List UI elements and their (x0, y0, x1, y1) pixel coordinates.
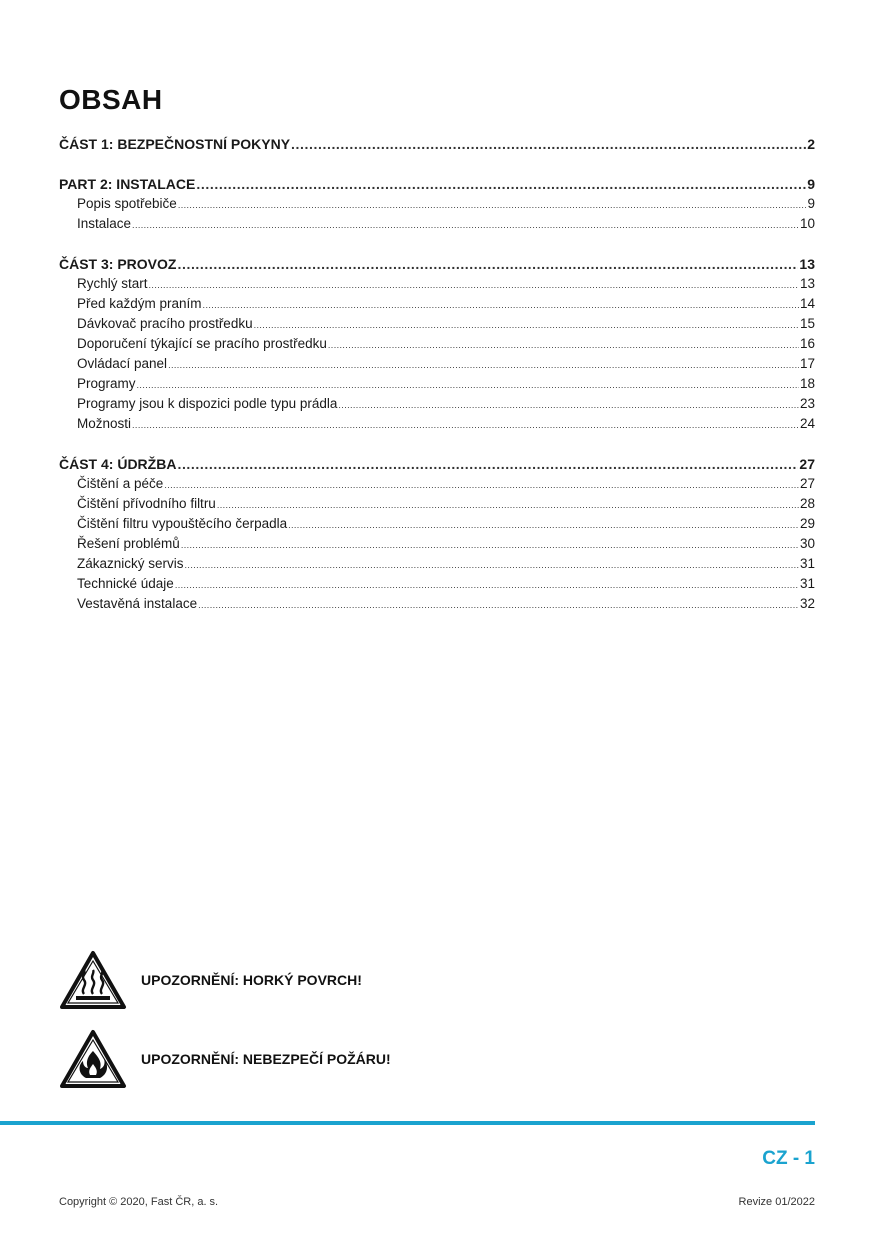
toc-section-heading[interactable] (59, 254, 815, 274)
toc-item[interactable] (59, 194, 815, 214)
toc-section-label: ČÁST 1: BEZPEČNOSTNÍ POKYNY (59, 136, 291, 152)
toc-page-number: 13 (799, 256, 815, 272)
dot-leader (338, 395, 799, 415)
toc-item[interactable] (59, 514, 815, 534)
warning-text: UPOZORNĚNÍ: NEBEZPEČÍ POŽÁRU! (141, 1051, 391, 1067)
toc-item-label: Vestavěná instalace (77, 596, 198, 611)
toc-page-number: 29 (799, 516, 815, 531)
toc-item[interactable] (59, 494, 815, 514)
toc-section-label: ČÁST 3: PROVOZ (59, 256, 177, 272)
toc-item-label: Programy (77, 376, 136, 391)
toc-section-label: PART 2: INSTALACE (59, 176, 196, 192)
toc-item-label: Řešení problémů (77, 536, 180, 551)
toc-page-number: 9 (807, 196, 815, 211)
hot-surface-icon (59, 950, 127, 1010)
toc-section (59, 134, 815, 154)
toc-page-number: 31 (799, 576, 815, 591)
toc-item-label: Instalace (77, 216, 132, 231)
toc-item-label: Programy jsou k dispozici podle typu prádla (77, 396, 338, 411)
toc-item-label: Zákaznický servis (77, 556, 184, 571)
fire-hazard-icon (59, 1029, 127, 1089)
toc-item-label: Doporučení týkající se pracího prostředku (77, 336, 327, 351)
warning-fire-hazard (59, 1029, 391, 1089)
dot-leader (203, 295, 799, 315)
dot-leader (149, 275, 799, 295)
toc-page-number: 14 (799, 296, 815, 311)
toc-section-heading[interactable] (59, 134, 815, 154)
toc-item[interactable] (59, 474, 815, 494)
toc-section-heading[interactable] (59, 454, 815, 474)
toc-item[interactable] (59, 294, 815, 314)
toc-page-number: 28 (799, 496, 815, 511)
dot-leader (291, 134, 806, 154)
dot-leader (181, 535, 799, 555)
toc-item-label: Možnosti (77, 416, 132, 431)
toc-page-number: 13 (799, 276, 815, 291)
toc-page-number: 17 (799, 356, 815, 371)
toc-section-heading[interactable] (59, 174, 815, 194)
toc-item[interactable] (59, 354, 815, 374)
copyright-notice: Copyright © 2020, Fast ČR, a. s. (59, 1196, 219, 1208)
toc-item-label: Ovládací panel (77, 356, 168, 371)
revision-label: Revize 01/2022 (738, 1196, 815, 1208)
warning-hot-surface (59, 950, 362, 1010)
toc-page-number: 32 (799, 596, 815, 611)
dot-leader (132, 415, 799, 435)
dot-leader (288, 515, 799, 535)
toc-item-label: Rychlý start (77, 276, 148, 291)
dot-leader (198, 595, 799, 615)
toc-page-number: 24 (799, 416, 815, 431)
warning-text: UPOZORNĚNÍ: HORKÝ POVRCH! (141, 972, 362, 988)
toc-item[interactable] (59, 414, 815, 434)
toc-item-label: Čištění filtru vypouštěcího čerpadla (77, 516, 288, 531)
toc-page-number: 9 (807, 176, 815, 192)
dot-leader (137, 375, 799, 395)
toc-item[interactable] (59, 594, 815, 614)
dot-leader (217, 495, 799, 515)
toc-section (59, 174, 815, 234)
toc-item-label: Čištění přívodního filtru (77, 496, 216, 511)
toc-item-label: Před každým praním (77, 296, 202, 311)
dot-leader (177, 254, 798, 274)
toc-section (59, 454, 815, 614)
toc-page-number: 31 (799, 556, 815, 571)
dot-leader (328, 335, 799, 355)
toc-item-label: Čištění a péče (77, 476, 164, 491)
toc-section-label: ČÁST 4: ÚDRŽBA (59, 456, 177, 472)
toc-page-number: 18 (799, 376, 815, 391)
page-title: OBSAH (59, 84, 163, 115)
toc-item[interactable] (59, 314, 815, 334)
toc-page-number: 23 (799, 396, 815, 411)
toc-item[interactable] (59, 274, 815, 294)
dot-leader (164, 475, 799, 495)
toc-page-number: 2 (807, 136, 815, 152)
page-number: CZ - 1 (762, 1148, 815, 1169)
toc-item[interactable] (59, 554, 815, 574)
toc-page-number: 10 (799, 216, 815, 231)
toc-item[interactable] (59, 534, 815, 554)
toc-item[interactable] (59, 214, 815, 234)
dot-leader (254, 315, 799, 335)
dot-leader (185, 555, 799, 575)
toc-item[interactable] (59, 374, 815, 394)
dot-leader (178, 195, 807, 215)
toc-page-number: 16 (799, 336, 815, 351)
dot-leader (175, 575, 799, 595)
toc-item[interactable] (59, 574, 815, 594)
toc-item[interactable] (59, 334, 815, 354)
toc-page-number: 30 (799, 536, 815, 551)
toc-item-label: Dávkovač pracího prostředku (77, 316, 253, 331)
toc-item-label: Technické údaje (77, 576, 174, 591)
dot-leader (177, 454, 798, 474)
toc-page-number: 15 (799, 316, 815, 331)
toc-item[interactable] (59, 394, 815, 414)
toc-section (59, 254, 815, 434)
toc-item-label: Popis spotřebiče (77, 196, 177, 211)
toc-page-number: 27 (799, 456, 815, 472)
dot-leader (132, 215, 799, 235)
dot-leader (168, 355, 799, 375)
toc-page-number: 27 (799, 476, 815, 491)
table-of-contents (59, 134, 815, 634)
footer-divider (0, 1121, 815, 1125)
dot-leader (196, 174, 806, 194)
